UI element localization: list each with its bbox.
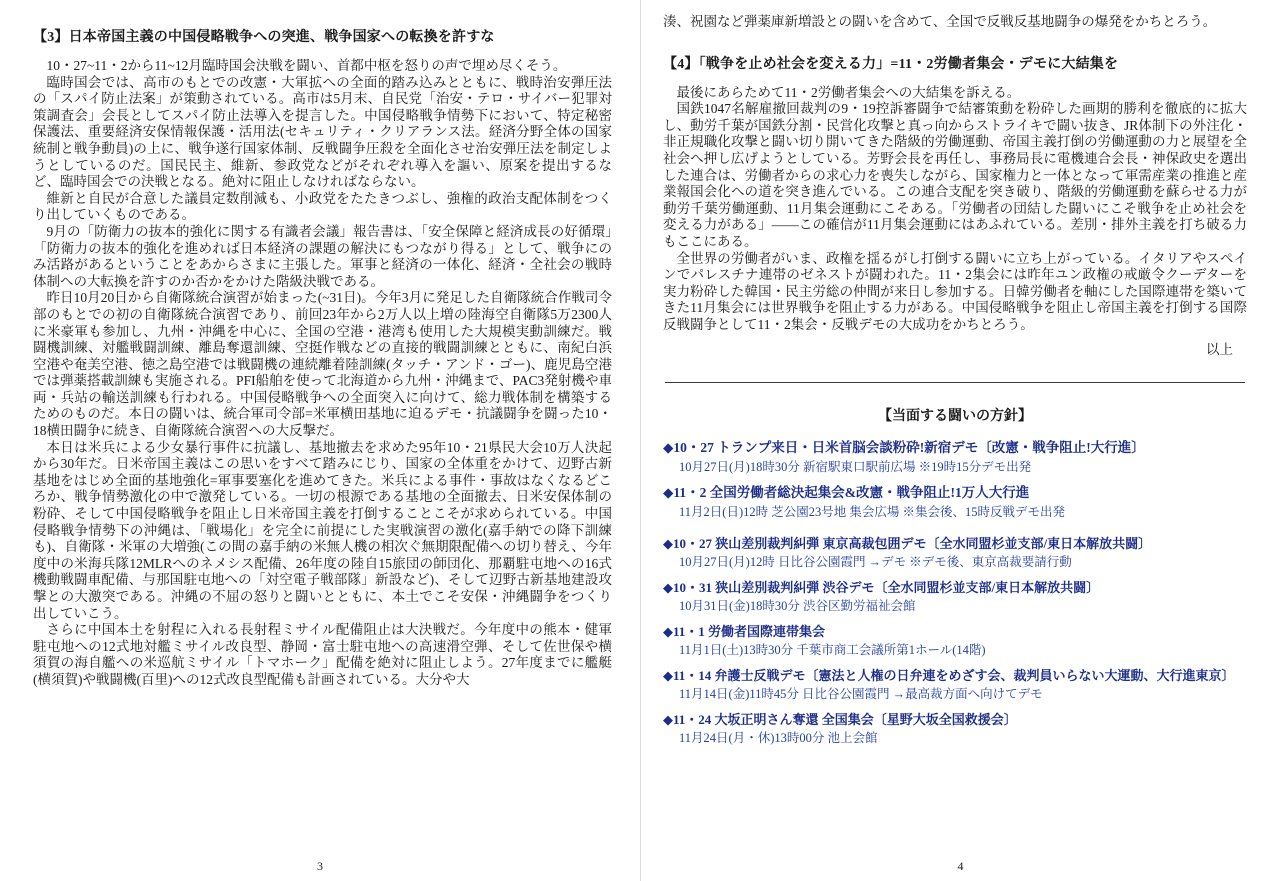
paragraph: 最後にあらためて11・2労働者集会への大結集を訴える。 [676,84,1021,100]
event-title: ◆11・24 大坂正明さん奪還 全国集会〔星野大坂全国救援会〕 [663,711,1017,727]
paragraph: 国鉄1047名解雇撤回裁判の9・19控訴審闘争で結審策動を粉砕した画期的勝利を徹底的に拡大し、動労千葉が国鉄分割・民営化攻撃と真っ向からストライキで闘い抜き、JR体制下の外注化・非正規職化攻撃と闘い切り開いてきた階級的労働運動、帝国主義打倒の労働運動の力と展望を全社会へ押し広げようとしている。芳野会長を再任し、事務局長に電機連合会長・神保政史を選出した連合は、労働者からの求心力を喪失しながら、国家権力と一体となって軍需産業の推進と産業報国会化への道を突き進んでいる。この連合支配を突き破り、階級的労働運動を蘇らせる力が動労千葉労働運動、11月集会運動にこそある。「労働者の団結した闘いにこそ戦争を止め社会を変える力がある」――この確信が11月集会運動にはあふれている。差別・排外主義を打ち破る力もここにある。 [663,101,1247,249]
event-list [663,439,1247,747]
event-detail: 11月14日(金)11時45分 日比谷公園霞門 →最高裁方面へ向けてデモ [679,686,1043,701]
section-divider [665,382,1245,383]
plan-heading: 【当面する闘いの方針】 [878,408,1032,424]
event-title: ◆11・2 全国労働者総決起集会&改憲・戦争阻止!1万人大行進 [663,484,1030,500]
event-group-minor [663,535,1247,747]
paragraph: 維新と自民が合意した議員定数削減も、小政党をたたきつぶし、強権的政治支配体制をつくり出していくものである。 [33,190,612,223]
paragraph: 10・27~11・2から11~12月臨時国会決戦を闘い、首都中枢を怒りの声で埋め尽くそう。 [46,58,567,73]
event-item [663,623,1247,659]
event-item [663,579,1247,615]
page-4 [640,0,1280,881]
event-detail: 11月1日(土)13時30分 千葉市商工会議所第1ホール(14階) [679,642,986,657]
continuation-paragraph: 湊、祝園など弾薬庫新増設との闘いを含めて、全国で反戦反基地闘争の爆発をかちとろう。 [663,14,1217,29]
section-3-heading: 【3】日本帝国主義の中国侵略戦争への突進、戦争国家への転換を許すな [33,30,495,45]
event-item [663,484,1247,521]
event-detail: 10月27日(月)12時 日比谷公園霞門 →デモ ※デモ後、東京高裁要請行動 [679,554,1072,569]
event-title: ◆10・27 狭山差別裁判糾弾 東京高裁包囲デモ〔全水同盟杉並支部/東日本解放共闘〕 [663,535,1152,551]
paragraph: 全世界の労働者がいま、政権を揺るがし打倒する闘いに立ち上がっている。イタリアやスペインでパレスチナ連帯のゼネストが闘われた。11・2集会には昨年ユン政権の戒厳令クーデターを実力粉砕した韓国・民主労総の仲間が来日し参加する。日韓労働者を軸にした国際連帯を築いてきた11月集会には世界戦争を阻止する力がある。中国侵略戦争を阻止し帝国主義を打倒する国際反戦闘争として11・2集会・反戦デモの大成功をかちとろう。 [663,250,1247,332]
event-title: ◆11・14 弁護士反戦デモ〔憲法と人権の日弁連をめざす会、裁判員いらない大運動、大行進東京〕 [663,667,1235,683]
paragraph: 昨日10月20日から自衛隊統合演習が始まった(~31日)。今年3月に発足した自衛隊統合作戦司令部のもとでの初の自衛隊統合演習であり、前回23年から2万人以上増の陸海空自衛隊5万2300人に米豪軍も参加し、九州・沖縄を中心に、全国の空港・港湾も使用した大規模実動訓練だ。戦闘機訓練、対艦戦闘訓練、離島奪還訓練、空挺作戦などの直接的戦闘訓練とともに、南紀白浜空港や奄美空港、徳之島空港では戦闘機の連続離着陸訓練(タッチ・アンド・ゴー)、鹿児島空港では弾薬搭載訓練も実施される。PFI船舶を使って北海道から九州・沖縄まで、PAC3発射機や車両・兵站の輸送訓練も行われる。中国侵略戦争への全面突入に向けて、総力戦体制を構築するためのものだ。本日の闘いは、統合軍司令部=米軍横田基地に迫るデモ・抗議闘争を闘った10・18横田闘争に続き、自衛隊統合演習への大反撃だ。 [33,290,612,439]
event-item [663,711,1247,747]
paragraph: 臨時国会では、高市のもとでの改憲・大軍拡への全面的踏み込みとともに、戦時治安弾圧法の「スパイ防止法案」が策動されている。高市は5月末、自民党「治安・テロ・サイバー犯罪対策調査会」会長としてスパイ防止法導入を提言した。中国侵略戦争情勢下において、特定秘密保護法、重要経済安保情報保護・活用法(セキュリティ・クリアランス法。経済分野全体の国家統制と戦争動員)の上に、戦争遂行国家体制、反戦闘争圧殺を全面化させ治安弾圧法を制定しようとしているのだ。国民民主、維新、参政党などがそれぞれ導入を謳い、原案を提出するなど、臨時国会での決戦となる。絶対に阻止しなければならない。 [33,74,612,190]
paragraph: さらに中国本土を射程に入れる長射程ミサイル配備阻止は大決戦だ。今年度中の熊本・健軍駐屯地への12式地対艦ミサイル改良型、静岡・富士駐屯地への高速滑空弾、そして佐世保や横須賀の海自艦への米巡航ミサイル「トマホーク」配備を絶対に阻止しよう。27年度までに艦艇(横須賀)や戦闘機(百里)への12式改良型配備も計画されている。大分や大 [33,622,612,687]
event-item [663,439,1247,476]
page-number: 3 [317,859,323,873]
event-title: ◆11・1 労働者国際連帯集会 [663,623,826,639]
section-4-heading: 【4】「戦争を止め社会を変える力」=11・2労働者集会・デモに大結集を [663,56,1119,72]
event-item [663,535,1247,571]
paragraph: 9月の「防衛力の抜本的強化に関する有識者会議」報告書は、「安全保障と経済成長の好循環」「防衛力の抜本的強化を進めれば日本経済の課題の解決にもつながり得る」として、戦争にのみ活路があるということをあからさまに主張した。軍事と経済の一体化、経済・全社会の戦時体制への大転換を許すのか否かをかけた階級決戦である。 [33,223,612,289]
closing-word: 以上 [1206,341,1233,357]
event-item [663,667,1247,703]
page-number: 4 [957,859,964,873]
event-detail: 11月24日(月・休)13時00分 池上会館 [679,730,878,745]
event-title: ◆10・27 トランプ来日・日米首脳会談粉砕!新宿デモ〔改憲・戦争阻止!大行進〕 [663,439,1145,455]
event-title: ◆10・31 狭山差別裁判糾弾 渋谷デモ〔全水同盟杉並支部/東日本解放共闘〕 [663,579,1100,595]
event-detail: 10月27日(月)18時30分 新宿駅東口駅前広場 ※19時15分デモ出発 [679,459,1032,474]
paragraph: 本日は米兵による少女暴行事件に抗議し、基地撤去を求めた95年10・21県民大会10万人決起から30年だ。日米帝国主義はこの思いをすべて踏みにじり、国家の全体重をかけて、辺野古新基地をはじめ全面的基地強化=軍事要塞化を進めてきた。米兵による事件・事故はなくなるどころか、戦争情勢激化の中で激発している。一切の根源である基地の全面撤去、日米安保体制の粉砕、そして中国侵略戦争を阻止し日米帝国主義を打倒することこそが求められている。中国侵略戦争情勢下の沖縄は、「戦場化」を完全に前提にした実戦演習の激化(嘉手納での降下訓練も)、自衛隊・米軍の大増強(この間の嘉手納の米無人機の相次ぐ無期限配備への切り替え、今年度中の米海兵隊12MLRへのネメシス配備、26年度の陸自15旅団の師団化、那覇駐屯地への16式機動戦闘車配備、与那国駐屯地への「対空電子戦部隊」新設など)、そして辺野古新基地建設攻撃との大激突である。沖縄の不屈の怒りと闘いとともに、本土でこそ安保・沖縄闘争をつくり出していこう。 [33,439,612,621]
event-detail: 10月31日(金)18時30分 渋谷区勤労福祉会館 [679,598,916,613]
event-detail: 11月2日(日)12時 芝公園23号地 集会広場 ※集会後、15時反戦デモ出発 [679,504,1065,519]
